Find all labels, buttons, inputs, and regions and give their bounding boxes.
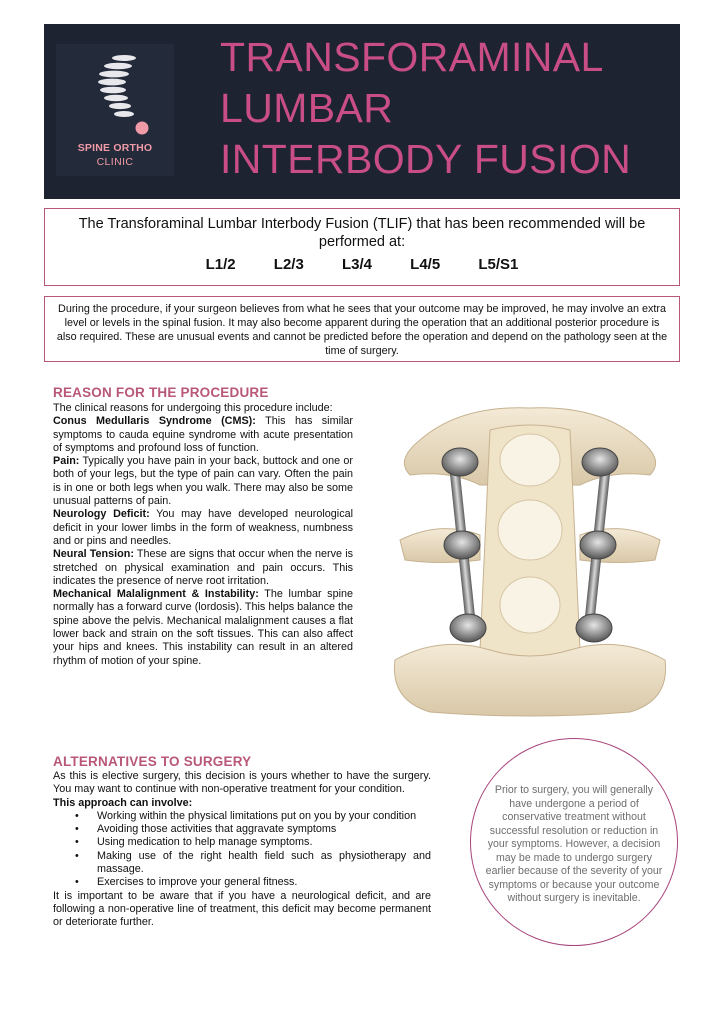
spine-fusion-illustration: [380, 400, 680, 720]
list-item: [75, 836, 431, 849]
level-l2-3: L2/3: [273, 256, 304, 273]
list-item-text: Avoiding those activities that aggravate symptoms: [97, 823, 337, 836]
header-banner: [44, 24, 680, 199]
list-item: [75, 823, 431, 836]
title-line-3: INTERBODY FUSION: [220, 136, 632, 182]
title-line-2: LUMBAR: [220, 85, 394, 131]
bullet-icon: •: [75, 849, 79, 862]
reason-item: [53, 455, 353, 508]
recommendation-box: [44, 208, 680, 286]
reason-desc: This has similar symptoms to cauda equine syndrome with acute presentation of symptoms and profound loss of function.: [53, 415, 353, 454]
reason-body: [53, 402, 353, 668]
list-item-text: Using medication to help manage symptoms.: [97, 836, 313, 849]
bullet-icon: •: [75, 809, 79, 822]
level-l3-4: L3/4: [341, 256, 372, 273]
alternatives-intro: As this is elective surgery, this decision is yours whether to have the surgery. You may want to continue with non-operative treatment for your condition.: [53, 770, 431, 796]
spine-logo-icon: [56, 44, 174, 142]
notice-box: [44, 296, 680, 362]
reason-desc: These are signs that occur when the nerve is stretched on physical examination and pain occurs. This indicates the presence of nerve root irritation.: [53, 548, 353, 587]
level-options: [45, 256, 679, 273]
list-item: [75, 876, 431, 889]
notice-text: During the procedure, if your surgeon believes from what he sees that your outcome may be improved, he may involve an extra level or levels in the spinal fusion. It may also become apparent during the operation that an additional posterior procedure is also required. These are unusual events and cannot be predicted before the operation and depend on the pathology seen at the time of surgery.: [56, 303, 668, 357]
list-item-text: Exercises to improve your general fitness.: [97, 876, 298, 889]
clinic-logo: [56, 44, 174, 176]
page-title: [220, 32, 631, 185]
logo-name-line2: CLINIC: [96, 156, 134, 168]
list-item: [75, 810, 431, 823]
reason-item: [53, 588, 353, 668]
level-l4-5: L4/5: [410, 256, 441, 273]
callout-circle: [470, 738, 678, 946]
reason-intro: The clinical reasons for undergoing this procedure include:: [53, 402, 333, 414]
reason-term: Neural Tension:: [53, 548, 134, 561]
list-item-text: Working within the physical limitations put on you by your condition: [97, 809, 417, 822]
reason-term: Pain:: [53, 455, 80, 468]
reason-term: Neurology Deficit:: [53, 508, 150, 521]
reason-heading: REASON FOR THE PROCEDURE: [53, 385, 269, 400]
level-l5-s1: L5/S1: [478, 256, 519, 273]
bullet-icon: •: [75, 876, 79, 889]
list-item-text: Making use of the right health field such as physiotherapy and massage.: [97, 849, 431, 876]
logo-name-line1: SPINE ORTHO: [77, 142, 153, 154]
alternatives-outro: It is important to be aware that if you have a neurological deficit, and are following a non-operative line of treatment, this deficit may become permanent or deteriorate further.: [53, 889, 431, 929]
bullet-icon: •: [75, 836, 79, 849]
reason-desc: You may have developed neurological deficit in your lower limbs in the form of weakness, numbness and or pins and needles.: [53, 508, 353, 547]
approach-label: This approach can involve:: [53, 796, 193, 809]
reason-item: [53, 508, 353, 548]
callout-text: Prior to surgery, you will generally have undergone a period of conservative treatment without successful resolution or reduction in your symptoms. However, a decision may be made to undergo surgery earlier because of the severity of your symptoms or because your outcome without surgery is inevitable.: [485, 784, 663, 904]
reason-desc: Typically you have pain in your back, buttock and one or both of your legs, but the type of pain can vary. Often the pain is in one or both legs when you walk. There may also be some unusual patterns of pain.: [53, 455, 353, 508]
reason-desc: The lumbar spine normally has a forward curve (lordosis). This helps balance the spine above the pelvis. Mechanical malalignment causes a flat lower back and strain on the soft tissues. This can also affect your hips and knees. This instability can result in an altered rhythm of motion of your spine.: [53, 588, 353, 667]
recommendation-text: The Transforaminal Lumbar Interbody Fusion (TLIF) that has been recommended will be performed at:: [78, 216, 646, 250]
title-line-1: TRANSFORAMINAL: [220, 34, 604, 80]
alternatives-body: [53, 770, 431, 930]
alternatives-list: [75, 810, 431, 890]
list-item: [75, 850, 431, 877]
reason-term: Mechanical Malalignment & Instability:: [53, 588, 259, 601]
reason-item: [53, 415, 353, 455]
level-l1-2: L1/2: [205, 256, 236, 273]
alternatives-heading: ALTERNATIVES TO SURGERY: [53, 754, 252, 769]
reason-term: Conus Medullaris Syndrome (CMS):: [53, 415, 256, 428]
bullet-icon: •: [75, 823, 79, 836]
reason-item: [53, 548, 353, 588]
